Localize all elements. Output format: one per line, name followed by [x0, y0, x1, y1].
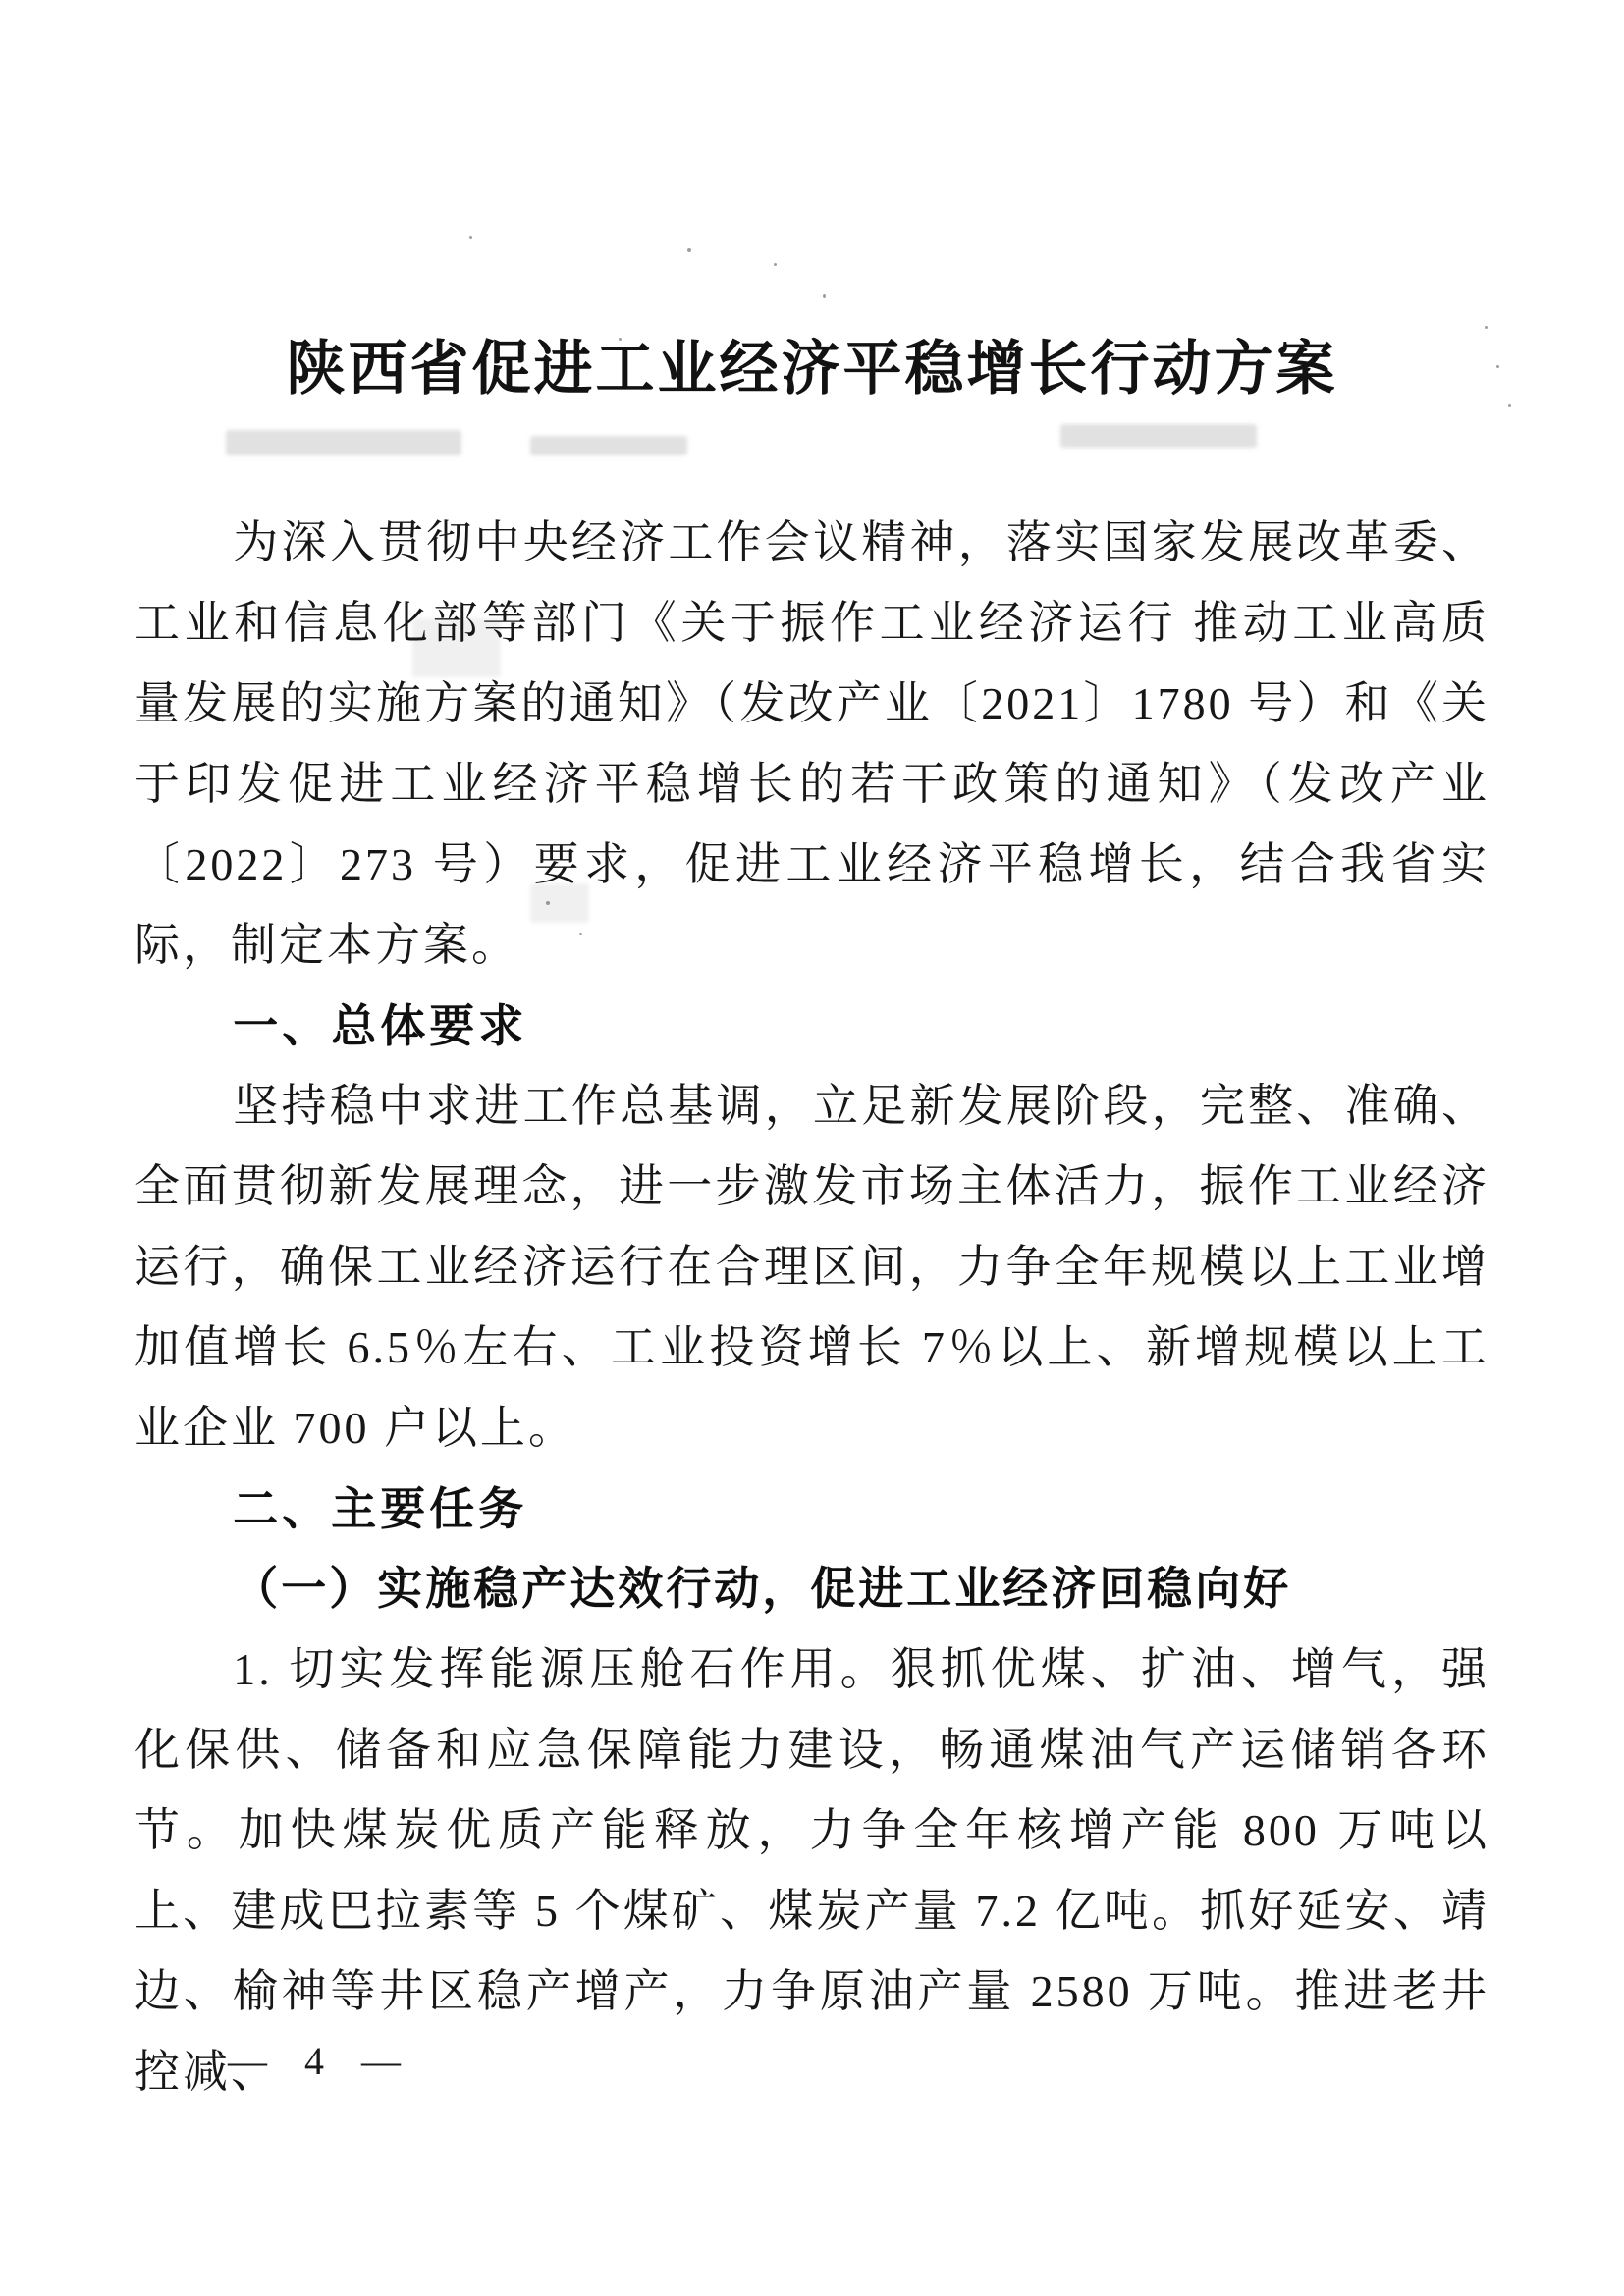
scan-speck	[1485, 326, 1488, 329]
scan-speck	[469, 236, 472, 239]
paragraph-overall-requirements: 坚持稳中求进工作总基调，立足新发展阶段，完整、准确、全面贯彻新发展理念，进一步激发市场主体活力，振作工业经济运行，确保工业经济运行在合理区间，力争全年规模以上工业增加值增长 6.5％左右、工业投资增长 7％以上、新增规模以上工业企业 700 户以上。	[135, 1081, 1489, 1453]
scan-speck	[1508, 404, 1511, 407]
section-heading-main-tasks: 二、主要任务	[233, 1483, 528, 1534]
scan-speck	[823, 294, 826, 298]
document-title: 陕西省促进工业经济平稳增长行动方案	[286, 337, 1338, 401]
scan-speck	[687, 248, 691, 252]
scan-speck	[774, 263, 777, 266]
scan-smudge	[226, 430, 461, 455]
sub-heading-stable-production-action: （一）实施稳产达效行动，促进工业经济回稳向好	[233, 1564, 1292, 1614]
scan-smudge	[1060, 424, 1257, 448]
section-heading-overall-requirements: 一、总体要求	[233, 1000, 528, 1051]
scan-speck	[1496, 365, 1499, 368]
document-body	[135, 503, 1489, 2112]
paragraph-intro: 为深入贯彻中央经济工作会议精神，落实国家发展改革委、工业和信息化部等部门《关于振作工业经济运行 推动工业高质量发展的实施方案的通知》（发改产业〔2021〕1780 号）和《关于印发促进工业经济平稳增长的若干政策的通知》（发改产业〔2022〕273 号）要求，促进工业经济平稳增长，结合我省实际，制定本方案。	[135, 517, 1489, 970]
scan-smudge	[530, 436, 687, 455]
page-number: — 4 —	[228, 2039, 414, 2083]
scan-speck	[619, 338, 622, 341]
paragraph-energy-ballast: 1. 切实发挥能源压舱石作用。狠抓优煤、扩油、增气，强化保供、储备和应急保障能力建设，畅通煤油气产运储销各环节。加快煤炭优质产能释放，力争全年核增产能 800 万吨以上、建成巴拉素等 5 个煤矿、煤炭产量 7.2 亿吨。抓好延安、靖边、榆神等井区稳产增产，力争原油产量 2580 万吨。推进老井控减、	[135, 1644, 1489, 2097]
